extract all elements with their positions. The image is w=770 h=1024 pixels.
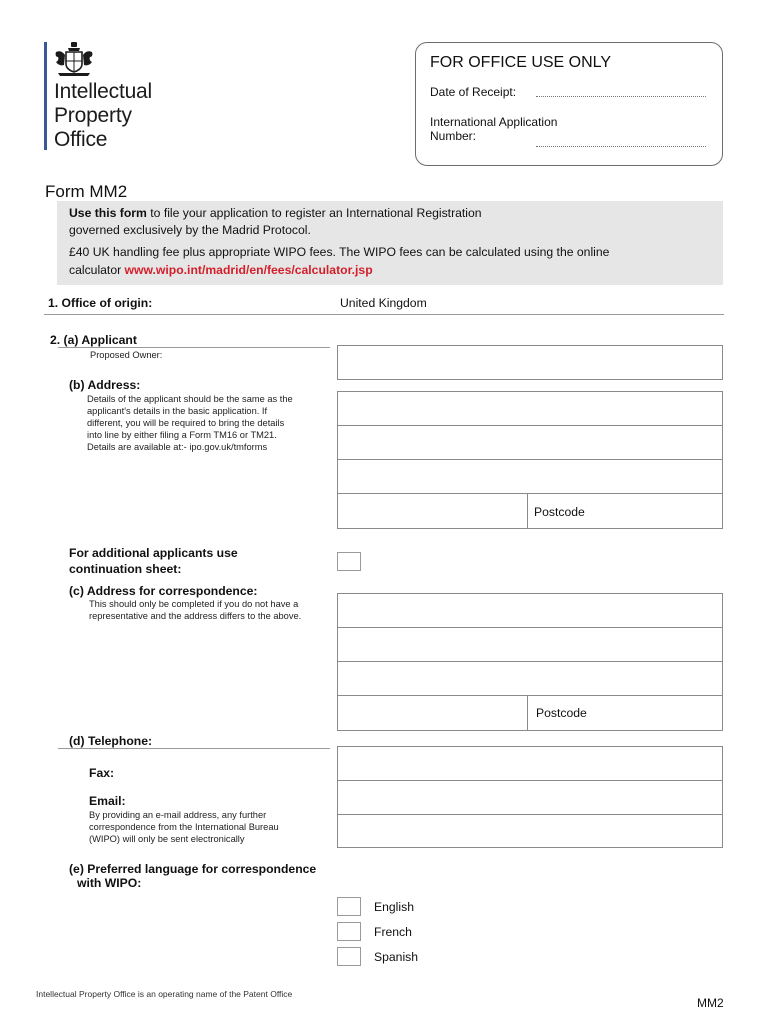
english-checkbox[interactable] [337,897,361,916]
corr-postcode-label: Postcode [536,706,587,720]
form-title: Form MM2 [45,182,128,201]
address-label: (b) Address: [69,378,141,392]
form-code: MM2 [697,996,724,1010]
french-checkbox[interactable] [337,922,361,941]
corr-address-line-3-field[interactable] [337,661,723,696]
contact-fields-block [337,746,723,848]
additional-applicants-label: For additional applicants use [69,546,238,560]
address-line-1-field[interactable] [337,391,723,426]
spanish-checkbox[interactable] [337,947,361,966]
intro-line-2: governed exclusively by the Madrid Protocol. [69,223,311,237]
logo-bar [44,42,47,150]
proposed-owner-label: Proposed Owner: [90,350,163,360]
telephone-underline [58,748,330,749]
corr-address-line-2-field[interactable] [337,627,723,662]
email-help: By providing an e-mail address, any further correspondence from the International Bureau (WIPO) will only be sent electronically [89,810,279,844]
continuation-sheet-label: continuation sheet: [69,562,182,576]
office-of-origin-value: United Kingdom [340,296,427,310]
intl-application-label: International Application [430,115,558,129]
divider [44,314,724,315]
intl-application-number-field[interactable] [536,146,706,147]
address-line-2-field[interactable] [337,425,723,460]
office-of-origin-label: 1. Office of origin: [48,296,153,310]
royal-crest-icon [52,40,96,78]
intl-application-label-2: Number: [430,129,477,143]
preferred-language-label: (e) Preferred language for correspondence [69,862,317,876]
footer-note: Intellectual Property Office is an operating name of the Patent Office [36,989,293,999]
continuation-sheet-checkbox[interactable] [337,552,361,571]
email-label: Email: [89,794,126,808]
correspondence-help: This should only be completed if you do not have a representative and the address differs to the above. [89,599,302,621]
address-line-4-field[interactable] [337,493,528,529]
office-use-title: FOR OFFICE USE ONLY [430,54,612,71]
office-logo-text: Intellectual Property Office [54,80,152,151]
applicant-underline [58,347,330,348]
correspondence-address-label: (c) Address for correspondence: [69,584,258,598]
correspondence-address-block [337,593,723,731]
corr-address-line-4-field[interactable] [337,695,528,731]
telephone-label: (d) Telephone: [69,734,153,748]
wipo-calculator-link[interactable]: www.wipo.int/madrid/en/fees/calculator.jsp [124,263,373,277]
french-label: French [374,925,412,939]
address-help: Details of the applicant should be the same as the applicant's details in the basic application. If different, you will be required to bring the details into line by either filing a Form TM16 or TM21. Details are available at:- ipo.gov.uk/tmforms [87,394,293,452]
spanish-label: Spanish [374,950,419,964]
telephone-field[interactable] [337,746,723,781]
applicant-name-field[interactable] [337,345,723,380]
corr-address-line-1-field[interactable] [337,593,723,628]
fax-field[interactable] [337,780,723,815]
english-label: English [374,900,414,914]
applicant-address-block [337,391,723,529]
preferred-language-label-2: with WIPO: [77,876,142,890]
date-of-receipt-field[interactable] [536,96,706,97]
address-line-3-field[interactable] [337,459,723,494]
fax-label: Fax: [89,766,115,780]
intro-line-4: calculator www.wipo.int/madrid/en/fees/calculator.jsp [69,263,373,277]
date-of-receipt-label: Date of Receipt: [430,85,517,99]
applicant-label: 2. (a) Applicant [50,333,137,347]
postcode-label: Postcode [534,505,585,519]
email-field[interactable] [337,814,723,848]
intro-line-3: £40 UK handling fee plus appropriate WIPO fees. The WIPO fees can be calculated using the online [69,245,610,259]
intro-line-1: Use this form to file your application to register an International Registration [69,206,482,220]
